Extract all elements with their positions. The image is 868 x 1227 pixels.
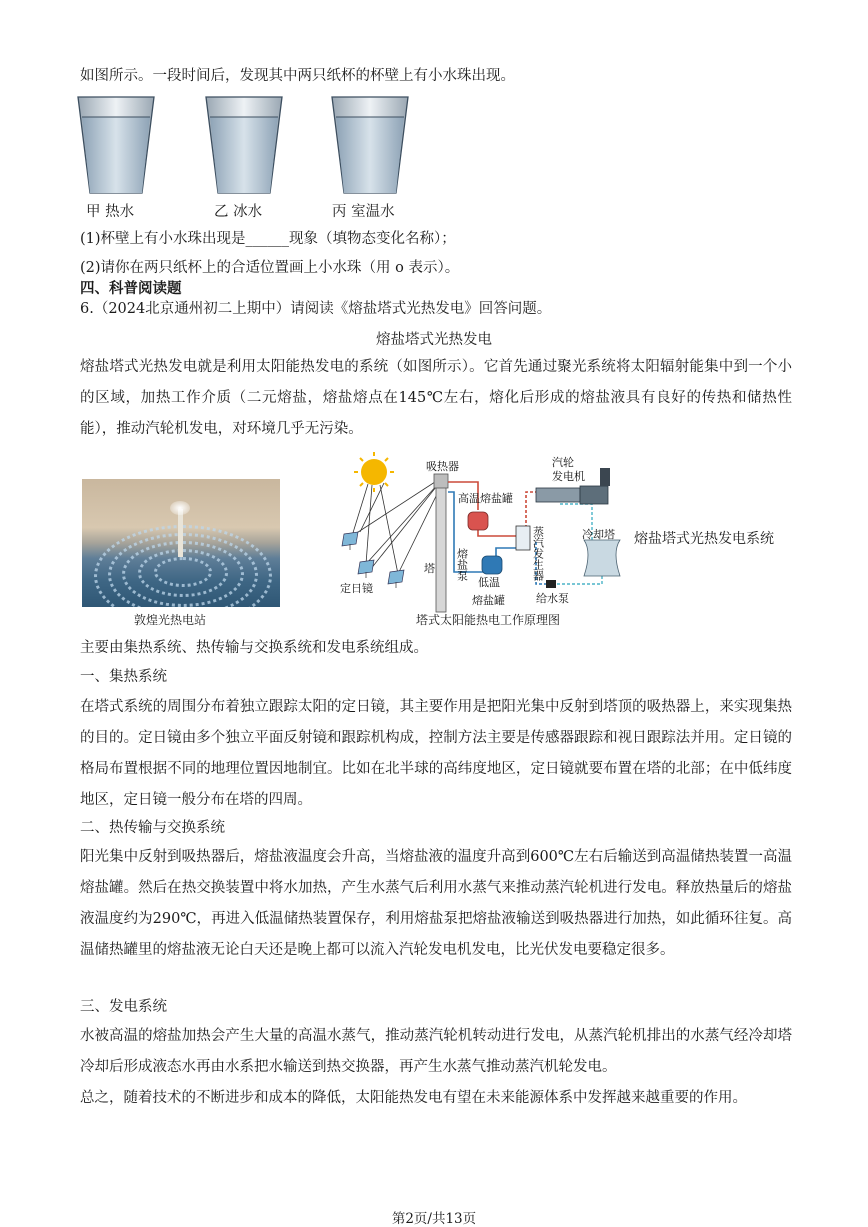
- label-absorber: 吸热器: [426, 460, 459, 473]
- section-heading-4: 四、科普阅读题: [80, 280, 182, 297]
- label-hot-tank: 高温熔盐罐: [458, 492, 513, 505]
- label-salt-pump: 熔盐泵: [455, 548, 469, 581]
- system-caption: 熔盐塔式光热发电系统: [634, 531, 774, 547]
- tower-shape: [436, 480, 446, 612]
- paragraph-transfer: 阳光集中反射到吸热器后，熔盐液温度会升高，当熔盐液的温度升高到600℃左右后输送到高温储热装置一高温熔盐罐。然后在热交换装置中将水加热，产生水蒸气后利用水蒸气来推动蒸汽轮机进行发电。释放热量后的熔盐液温度约为290℃，再进入低温储热装置保存，利用熔盐泵把熔盐液输送到吸热器进行加热，如此循环往复。高温储热罐里的熔盐液无论白天还是晚上都可以流入汽轮发电机发电，比光伏发电要稳定很多。: [80, 849, 792, 958]
- label-heliostat: 定日镜: [340, 582, 373, 595]
- diagram-caption: 塔式太阳能热电工作原理图: [416, 613, 561, 627]
- label-tower: 塔: [424, 562, 435, 575]
- heliostat-icon: [342, 532, 404, 588]
- question-1: (1)杯壁上有小水珠出现是______现象（填物态变化名称）；: [80, 231, 456, 247]
- label-cold-tank-1: 低温: [478, 576, 500, 589]
- article-title: 熔盐塔式光热发电: [376, 332, 492, 348]
- question-2: (2)请你在两只纸杯上的合适位置画上小水珠（用 o 表示）。: [80, 260, 460, 276]
- photo-caption: 敦煌光热电站: [134, 613, 207, 627]
- cup-bing: [332, 97, 408, 193]
- solar-thermal-diagram: [330, 452, 630, 630]
- label-turbine-1: 汽轮: [552, 456, 574, 469]
- cup-yi: [206, 97, 282, 193]
- heading-generation-system: 三、发电系统: [80, 999, 167, 1015]
- sun-icon: [354, 452, 394, 492]
- heading-transfer-system: 二、热传输与交换系统: [80, 820, 225, 836]
- page-footer: 第2页/共13页: [391, 1211, 477, 1227]
- question-6: 6.（2024北京通州初二上期中）请阅读《熔盐塔式光热发电》回答问题。: [80, 301, 552, 317]
- hot-tank-shape: [468, 512, 488, 530]
- paragraph-generation: 水被高温的熔盐加热会产生大量的高温水蒸气，推动蒸汽轮机转动进行发电，从蒸汽轮机排出的水蒸气经冷却塔冷却后形成液态水再由水系把水输送到热交换器，再产生水蒸气推动蒸汽机轮发电。: [80, 1028, 792, 1075]
- label-steam-generator: 蒸汽发生器: [531, 526, 545, 581]
- label-feed-pump: 给水泵: [536, 592, 569, 605]
- cups-figure: [76, 95, 416, 198]
- label-cooling-tower: 冷却塔: [582, 528, 615, 541]
- cooling-tower-shape: [584, 540, 620, 576]
- steam-generator-shape: [516, 526, 530, 550]
- label-cold-tank-2: 熔盐罐: [472, 594, 505, 607]
- label-turbine-2: 发电机: [552, 470, 585, 483]
- paragraph-conclusion: 总之，随着技术的不断进步和成本的降低，太阳能热发电有望在未来能源体系中发挥越来越重要的作用。: [80, 1090, 747, 1106]
- cup-label-bing: 丙 室温水: [332, 204, 395, 220]
- cup-jia: [78, 97, 154, 193]
- absorber-shape: [434, 474, 448, 488]
- heading-collection-system: 一、集热系统: [80, 669, 167, 685]
- cup-label-jia: 甲 热水: [86, 204, 135, 220]
- feed-pump-shape: [546, 580, 556, 588]
- paragraph-summary: 主要由集热系统、热传输与交换系统和发电系统组成。: [80, 640, 428, 656]
- cup-label-yi: 乙 冰水: [214, 204, 263, 220]
- power-station-photo: [82, 479, 280, 607]
- paragraph-collection: 在塔式系统的周围分布着独立跟踪太阳的定日镜，其主要作用是把阳光集中反射到塔顶的吸热器上，来实现集热的目的。定日镜由多个独立平面反射镜和跟踪机构成，控制方法主要是传感器跟踪和视日跟踪法并用。定日镜的格局布置根据不同的地理位置因地制宜。比如在北半球的高纬度地区，定日镜就要布置在塔的北部；在中低纬度地区，定日镜一般分布在塔的四周。: [80, 699, 792, 808]
- paragraph-intro: 熔盐塔式光热发电就是利用太阳能热发电的系统（如图所示）。它首先通过聚光系统将太阳辐射能集中到一个小的区域，加热工作介质（二元熔盐，熔盐熔点在145℃左右，熔化后形成的熔盐液具有良好的传热和储热性能），推动汽轮机发电，对环境几乎无污染。: [80, 359, 792, 437]
- cold-tank-shape: [482, 556, 502, 574]
- intro-line: 如图所示。一段时间后，发现其中两只纸杯的杯壁上有小水珠出现。: [80, 68, 515, 84]
